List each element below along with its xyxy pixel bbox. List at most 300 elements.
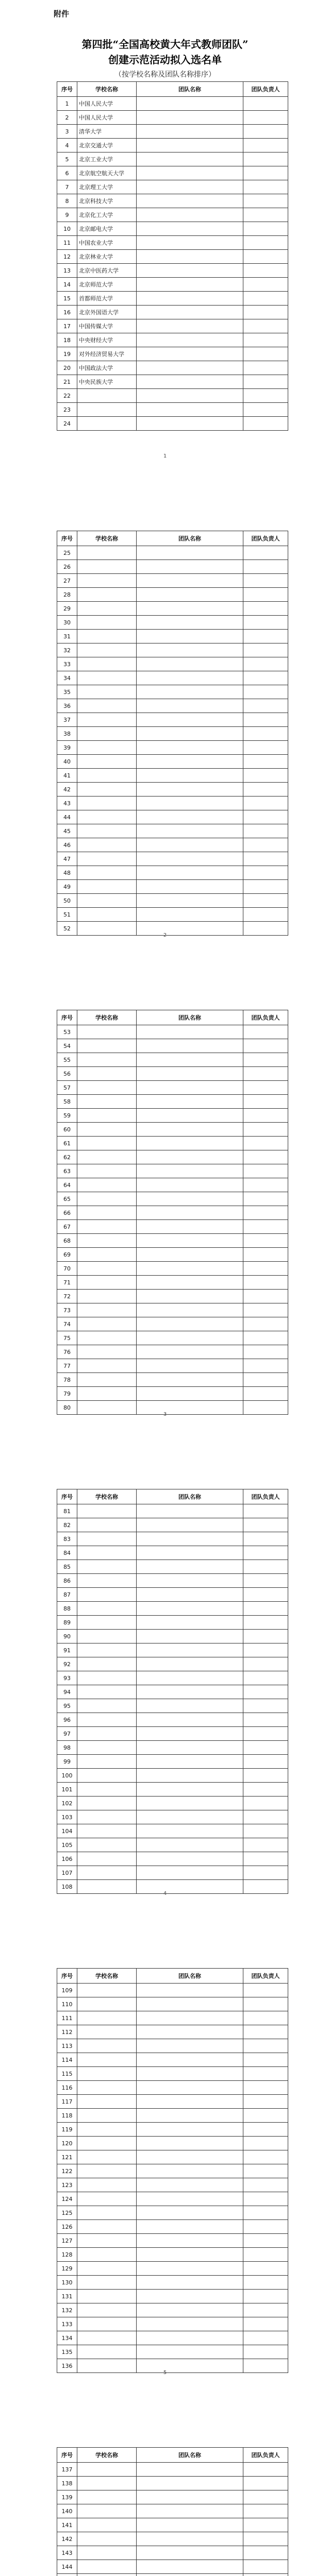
cell-leader [243, 1504, 288, 1518]
cell-leader [243, 616, 288, 630]
cell-no: 108 [57, 1880, 77, 1894]
cell-leader [243, 2518, 288, 2532]
cell-leader [243, 727, 288, 741]
cell-no: 127 [57, 2234, 77, 2248]
cell-no: 2 [57, 111, 77, 125]
cell-leader [243, 755, 288, 769]
cell-school: 北京交通大学 [77, 139, 137, 152]
cell-no: 13 [57, 264, 77, 278]
cell-no: 39 [57, 741, 77, 755]
table-row [57, 1810, 288, 1824]
cell-no: 38 [57, 727, 77, 741]
cell-team [137, 824, 243, 838]
cell-no: 112 [57, 2025, 77, 2039]
cell-school [77, 2206, 137, 2220]
table-row [57, 838, 288, 852]
cell-school: 首都师范大学 [77, 292, 137, 306]
cell-no: 76 [57, 1345, 77, 1359]
cell-school [77, 1317, 137, 1331]
document-title-line1: 第四批“全国高校黄大年式教师团队” [81, 38, 249, 50]
cell-team [137, 2095, 243, 2109]
header-school: 学校名称 [77, 82, 137, 97]
table-row [57, 1824, 288, 1838]
cell-leader [243, 278, 288, 292]
cell-team [137, 2039, 243, 2053]
cell-school [77, 1755, 137, 1769]
table-row [57, 2178, 288, 2192]
cell-leader [243, 2220, 288, 2234]
cell-leader [243, 1109, 288, 1123]
cell-team [137, 2053, 243, 2067]
table-row [57, 1206, 288, 1220]
cell-no: 70 [57, 1262, 77, 1276]
table-row [57, 250, 288, 264]
cell-team [137, 166, 243, 180]
cell-leader [243, 1359, 288, 1373]
cell-school [77, 2477, 137, 2490]
cell-school [77, 1532, 137, 1546]
cell-no: 136 [57, 2359, 77, 2373]
table-row [57, 306, 288, 319]
table-row [57, 2206, 288, 2220]
cell-school [77, 1546, 137, 1560]
table-row [57, 2518, 288, 2532]
cell-team [137, 574, 243, 588]
cell-school [77, 2192, 137, 2206]
cell-leader [243, 2109, 288, 2123]
cell-school [77, 1866, 137, 1880]
cell-no: 53 [57, 1025, 77, 1039]
page-number: 1 [163, 453, 167, 459]
cell-school [77, 1331, 137, 1345]
cell-school [77, 1657, 137, 1671]
roster-table-page [57, 2447, 280, 2576]
cell-leader [243, 1671, 288, 1685]
header-no: 序号 [57, 82, 77, 97]
cell-team [137, 2109, 243, 2123]
cell-school [77, 699, 137, 713]
cell-no: 93 [57, 1671, 77, 1685]
cell-leader [243, 1797, 288, 1810]
header-team: 团队名称 [137, 2448, 243, 2463]
cell-no: 50 [57, 894, 77, 908]
cell-leader [243, 361, 288, 375]
cell-team [137, 152, 243, 166]
cell-school [77, 1616, 137, 1630]
cell-no: 62 [57, 1150, 77, 1164]
cell-no: 74 [57, 1317, 77, 1331]
table-row [57, 2290, 288, 2303]
cell-team [137, 292, 243, 306]
cell-no: 67 [57, 1220, 77, 1234]
cell-leader [243, 560, 288, 574]
cell-no: 61 [57, 1137, 77, 1150]
cell-team [137, 713, 243, 727]
cell-no: 114 [57, 2053, 77, 2067]
cell-school [77, 1220, 137, 1234]
cell-team [137, 306, 243, 319]
cell-school [77, 2504, 137, 2518]
cell-team [137, 319, 243, 333]
table-row [57, 1095, 288, 1109]
cell-no: 44 [57, 810, 77, 824]
table-row [57, 1123, 288, 1137]
cell-team [137, 1053, 243, 1067]
cell-school [77, 1699, 137, 1713]
cell-leader [243, 2490, 288, 2504]
cell-no: 45 [57, 824, 77, 838]
cell-team [137, 2137, 243, 2150]
cell-leader [243, 908, 288, 922]
table-row [57, 2532, 288, 2546]
cell-team [137, 1997, 243, 2011]
table-header-row [57, 2448, 288, 2463]
table-header-row [57, 1489, 288, 1504]
table-row [57, 194, 288, 208]
table-row [57, 685, 288, 699]
cell-no: 37 [57, 713, 77, 727]
cell-school [77, 1303, 137, 1317]
cell-team [137, 810, 243, 824]
table-row [57, 560, 288, 574]
cell-school: 中国人民大学 [77, 111, 137, 125]
cell-team [137, 1150, 243, 1164]
cell-leader [243, 264, 288, 278]
cell-leader [243, 1741, 288, 1755]
cell-no: 31 [57, 630, 77, 643]
cell-leader [243, 208, 288, 222]
table-row [57, 671, 288, 685]
cell-no: 15 [57, 292, 77, 306]
table-row [57, 1741, 288, 1755]
cell-school [77, 1387, 137, 1401]
cell-leader [243, 236, 288, 250]
cell-team [137, 139, 243, 152]
cell-school [77, 1109, 137, 1123]
table-row [57, 319, 288, 333]
cell-no: 94 [57, 1685, 77, 1699]
cell-leader [243, 1699, 288, 1713]
cell-school [77, 880, 137, 894]
cell-school [77, 2317, 137, 2331]
cell-no: 1 [57, 97, 77, 111]
table-row [57, 1331, 288, 1345]
table-row [57, 1984, 288, 1997]
cell-school [77, 2546, 137, 2560]
cell-team [137, 1164, 243, 1178]
cell-leader [243, 2178, 288, 2192]
cell-school [77, 1588, 137, 1602]
cell-leader [243, 838, 288, 852]
cell-leader [243, 2067, 288, 2081]
table-row [57, 125, 288, 139]
cell-no: 7 [57, 180, 77, 194]
cell-team [137, 852, 243, 866]
cell-team [137, 1755, 243, 1769]
cell-school [77, 546, 137, 560]
cell-school [77, 2150, 137, 2164]
cell-no: 129 [57, 2262, 77, 2276]
cell-leader [243, 685, 288, 699]
cell-leader [243, 1518, 288, 1532]
table-row [57, 2067, 288, 2081]
cell-leader [243, 1137, 288, 1150]
cell-no: 48 [57, 866, 77, 880]
cell-team [137, 1137, 243, 1150]
cell-no: 123 [57, 2178, 77, 2192]
cell-school [77, 1206, 137, 1220]
cell-team [137, 1303, 243, 1317]
cell-school [77, 403, 137, 417]
cell-no: 77 [57, 1359, 77, 1373]
cell-no: 111 [57, 2011, 77, 2025]
cell-team [137, 2477, 243, 2490]
table-row [57, 1025, 288, 1039]
cell-no: 8 [57, 194, 77, 208]
cell-no: 14 [57, 278, 77, 292]
cell-no: 9 [57, 208, 77, 222]
cell-team [137, 588, 243, 602]
cell-leader [243, 796, 288, 810]
cell-team [137, 333, 243, 347]
cell-leader [243, 1997, 288, 2011]
table-row [57, 417, 288, 431]
cell-leader [243, 2123, 288, 2137]
cell-leader [243, 306, 288, 319]
cell-leader [243, 741, 288, 755]
roster-table-page [57, 1968, 280, 2373]
cell-school [77, 1518, 137, 1532]
cell-team [137, 1095, 243, 1109]
cell-no: 12 [57, 250, 77, 264]
cell-no: 11 [57, 236, 77, 250]
cell-school [77, 1997, 137, 2011]
table-row [57, 1532, 288, 1546]
table-row [57, 1616, 288, 1630]
cell-school [77, 1741, 137, 1755]
cell-leader [243, 139, 288, 152]
cell-team [137, 1560, 243, 1574]
header-school: 学校名称 [77, 2448, 137, 2463]
cell-school: 北京航空航天大学 [77, 166, 137, 180]
cell-team [137, 2067, 243, 2081]
cell-school [77, 2081, 137, 2095]
cell-team [137, 2276, 243, 2290]
cell-leader [243, 2574, 288, 2576]
cell-no: 78 [57, 1373, 77, 1387]
table-row [57, 1276, 288, 1290]
cell-no: 121 [57, 2150, 77, 2164]
cell-leader [243, 1373, 288, 1387]
cell-leader [243, 125, 288, 139]
cell-team [137, 250, 243, 264]
cell-leader [243, 1560, 288, 1574]
cell-school [77, 2109, 137, 2123]
table-row [57, 166, 288, 180]
cell-no: 75 [57, 1331, 77, 1345]
cell-leader [243, 180, 288, 194]
cell-leader [243, 1643, 288, 1657]
cell-leader [243, 1984, 288, 1997]
cell-team [137, 1262, 243, 1276]
cell-no: 46 [57, 838, 77, 852]
header-no: 序号 [57, 2448, 77, 2463]
cell-no: 27 [57, 574, 77, 588]
cell-school [77, 1290, 137, 1303]
cell-leader [243, 1081, 288, 1095]
table-row [57, 810, 288, 824]
cell-no: 138 [57, 2477, 77, 2490]
cell-team [137, 2560, 243, 2574]
table-row [57, 1192, 288, 1206]
cell-no: 142 [57, 2532, 77, 2546]
cell-leader [243, 1317, 288, 1331]
roster-table-page [57, 81, 280, 431]
cell-school [77, 2262, 137, 2276]
cell-leader [243, 1810, 288, 1824]
cell-school: 中央财经大学 [77, 333, 137, 347]
table-row [57, 630, 288, 643]
table-row [57, 769, 288, 783]
table-row [57, 2053, 288, 2067]
cell-school [77, 1810, 137, 1824]
cell-school [77, 1137, 137, 1150]
header-no: 序号 [57, 531, 77, 546]
table-row [57, 1852, 288, 1866]
cell-no: 88 [57, 1602, 77, 1616]
table-row [57, 2477, 288, 2490]
cell-leader [243, 1532, 288, 1546]
cell-team [137, 685, 243, 699]
cell-no: 107 [57, 1866, 77, 1880]
table-row [57, 1248, 288, 1262]
cell-team [137, 1671, 243, 1685]
cell-team [137, 1630, 243, 1643]
table-row [57, 1685, 288, 1699]
cell-no: 10 [57, 222, 77, 236]
cell-team [137, 755, 243, 769]
document-subtitle: （按学校名称及团队名称排序） [114, 71, 216, 79]
cell-no: 130 [57, 2276, 77, 2290]
cell-leader [243, 1248, 288, 1262]
cell-leader [243, 2303, 288, 2317]
cell-school: 中国传媒大学 [77, 319, 137, 333]
cell-leader [243, 194, 288, 208]
cell-leader [243, 1602, 288, 1616]
cell-team [137, 657, 243, 671]
cell-no: 82 [57, 1518, 77, 1532]
cell-team [137, 1866, 243, 1880]
table-row [57, 2331, 288, 2345]
cell-team [137, 1546, 243, 1560]
table-row [57, 2490, 288, 2504]
header-team: 团队名称 [137, 82, 243, 97]
table-row [57, 1345, 288, 1359]
table-row [57, 866, 288, 880]
cell-leader [243, 783, 288, 796]
cell-leader [243, 333, 288, 347]
cell-team [137, 1685, 243, 1699]
cell-no: 25 [57, 546, 77, 560]
cell-team [137, 880, 243, 894]
cell-leader [243, 1164, 288, 1178]
table-row [57, 2345, 288, 2359]
table-row [57, 1643, 288, 1657]
cell-no: 118 [57, 2109, 77, 2123]
table-row [57, 1797, 288, 1810]
cell-leader [243, 2234, 288, 2248]
cell-school [77, 713, 137, 727]
cell-no: 87 [57, 1588, 77, 1602]
cell-leader [243, 2137, 288, 2150]
cell-team [137, 1741, 243, 1755]
cell-leader [243, 2331, 288, 2345]
cell-leader [243, 1150, 288, 1164]
cell-team [137, 1727, 243, 1741]
cell-team [137, 2011, 243, 2025]
table-row [57, 1053, 288, 1067]
table-row [57, 1164, 288, 1178]
cell-no: 4 [57, 139, 77, 152]
cell-no: 35 [57, 685, 77, 699]
table-row [57, 1373, 288, 1387]
cell-no: 95 [57, 1699, 77, 1713]
table-row [57, 139, 288, 152]
cell-no: 18 [57, 333, 77, 347]
header-leader: 团队负责人 [243, 1010, 288, 1025]
cell-no: 113 [57, 2039, 77, 2053]
cell-school [77, 1248, 137, 1262]
cell-no: 47 [57, 852, 77, 866]
table-row [57, 1039, 288, 1053]
cell-school [77, 2518, 137, 2532]
cell-leader [243, 1616, 288, 1630]
table-row [57, 2081, 288, 2095]
table-row [57, 347, 288, 361]
table-row [57, 2220, 288, 2234]
document-title-line2: 创建示范活动拟入选名单 [108, 54, 222, 66]
table-header-row [57, 82, 288, 97]
table-row [57, 2546, 288, 2560]
cell-leader [243, 166, 288, 180]
cell-school [77, 2164, 137, 2178]
header-team: 团队名称 [137, 1489, 243, 1504]
table-row [57, 657, 288, 671]
cell-school [77, 908, 137, 922]
cell-no: 135 [57, 2345, 77, 2359]
cell-leader [243, 2039, 288, 2053]
cell-school [77, 2053, 137, 2067]
cell-leader [243, 2290, 288, 2303]
cell-school [77, 727, 137, 741]
cell-leader [243, 389, 288, 403]
cell-leader [243, 1657, 288, 1671]
cell-school: 北京工业大学 [77, 152, 137, 166]
cell-no: 32 [57, 643, 77, 657]
cell-team [137, 111, 243, 125]
cell-school [77, 2345, 137, 2359]
table-row [57, 278, 288, 292]
table-row [57, 2463, 288, 2477]
cell-team [137, 643, 243, 657]
cell-no: 23 [57, 403, 77, 417]
cell-school [77, 1039, 137, 1053]
cell-no: 36 [57, 699, 77, 713]
table-row [57, 852, 288, 866]
cell-no: 58 [57, 1095, 77, 1109]
cell-school [77, 2025, 137, 2039]
cell-school [77, 1192, 137, 1206]
